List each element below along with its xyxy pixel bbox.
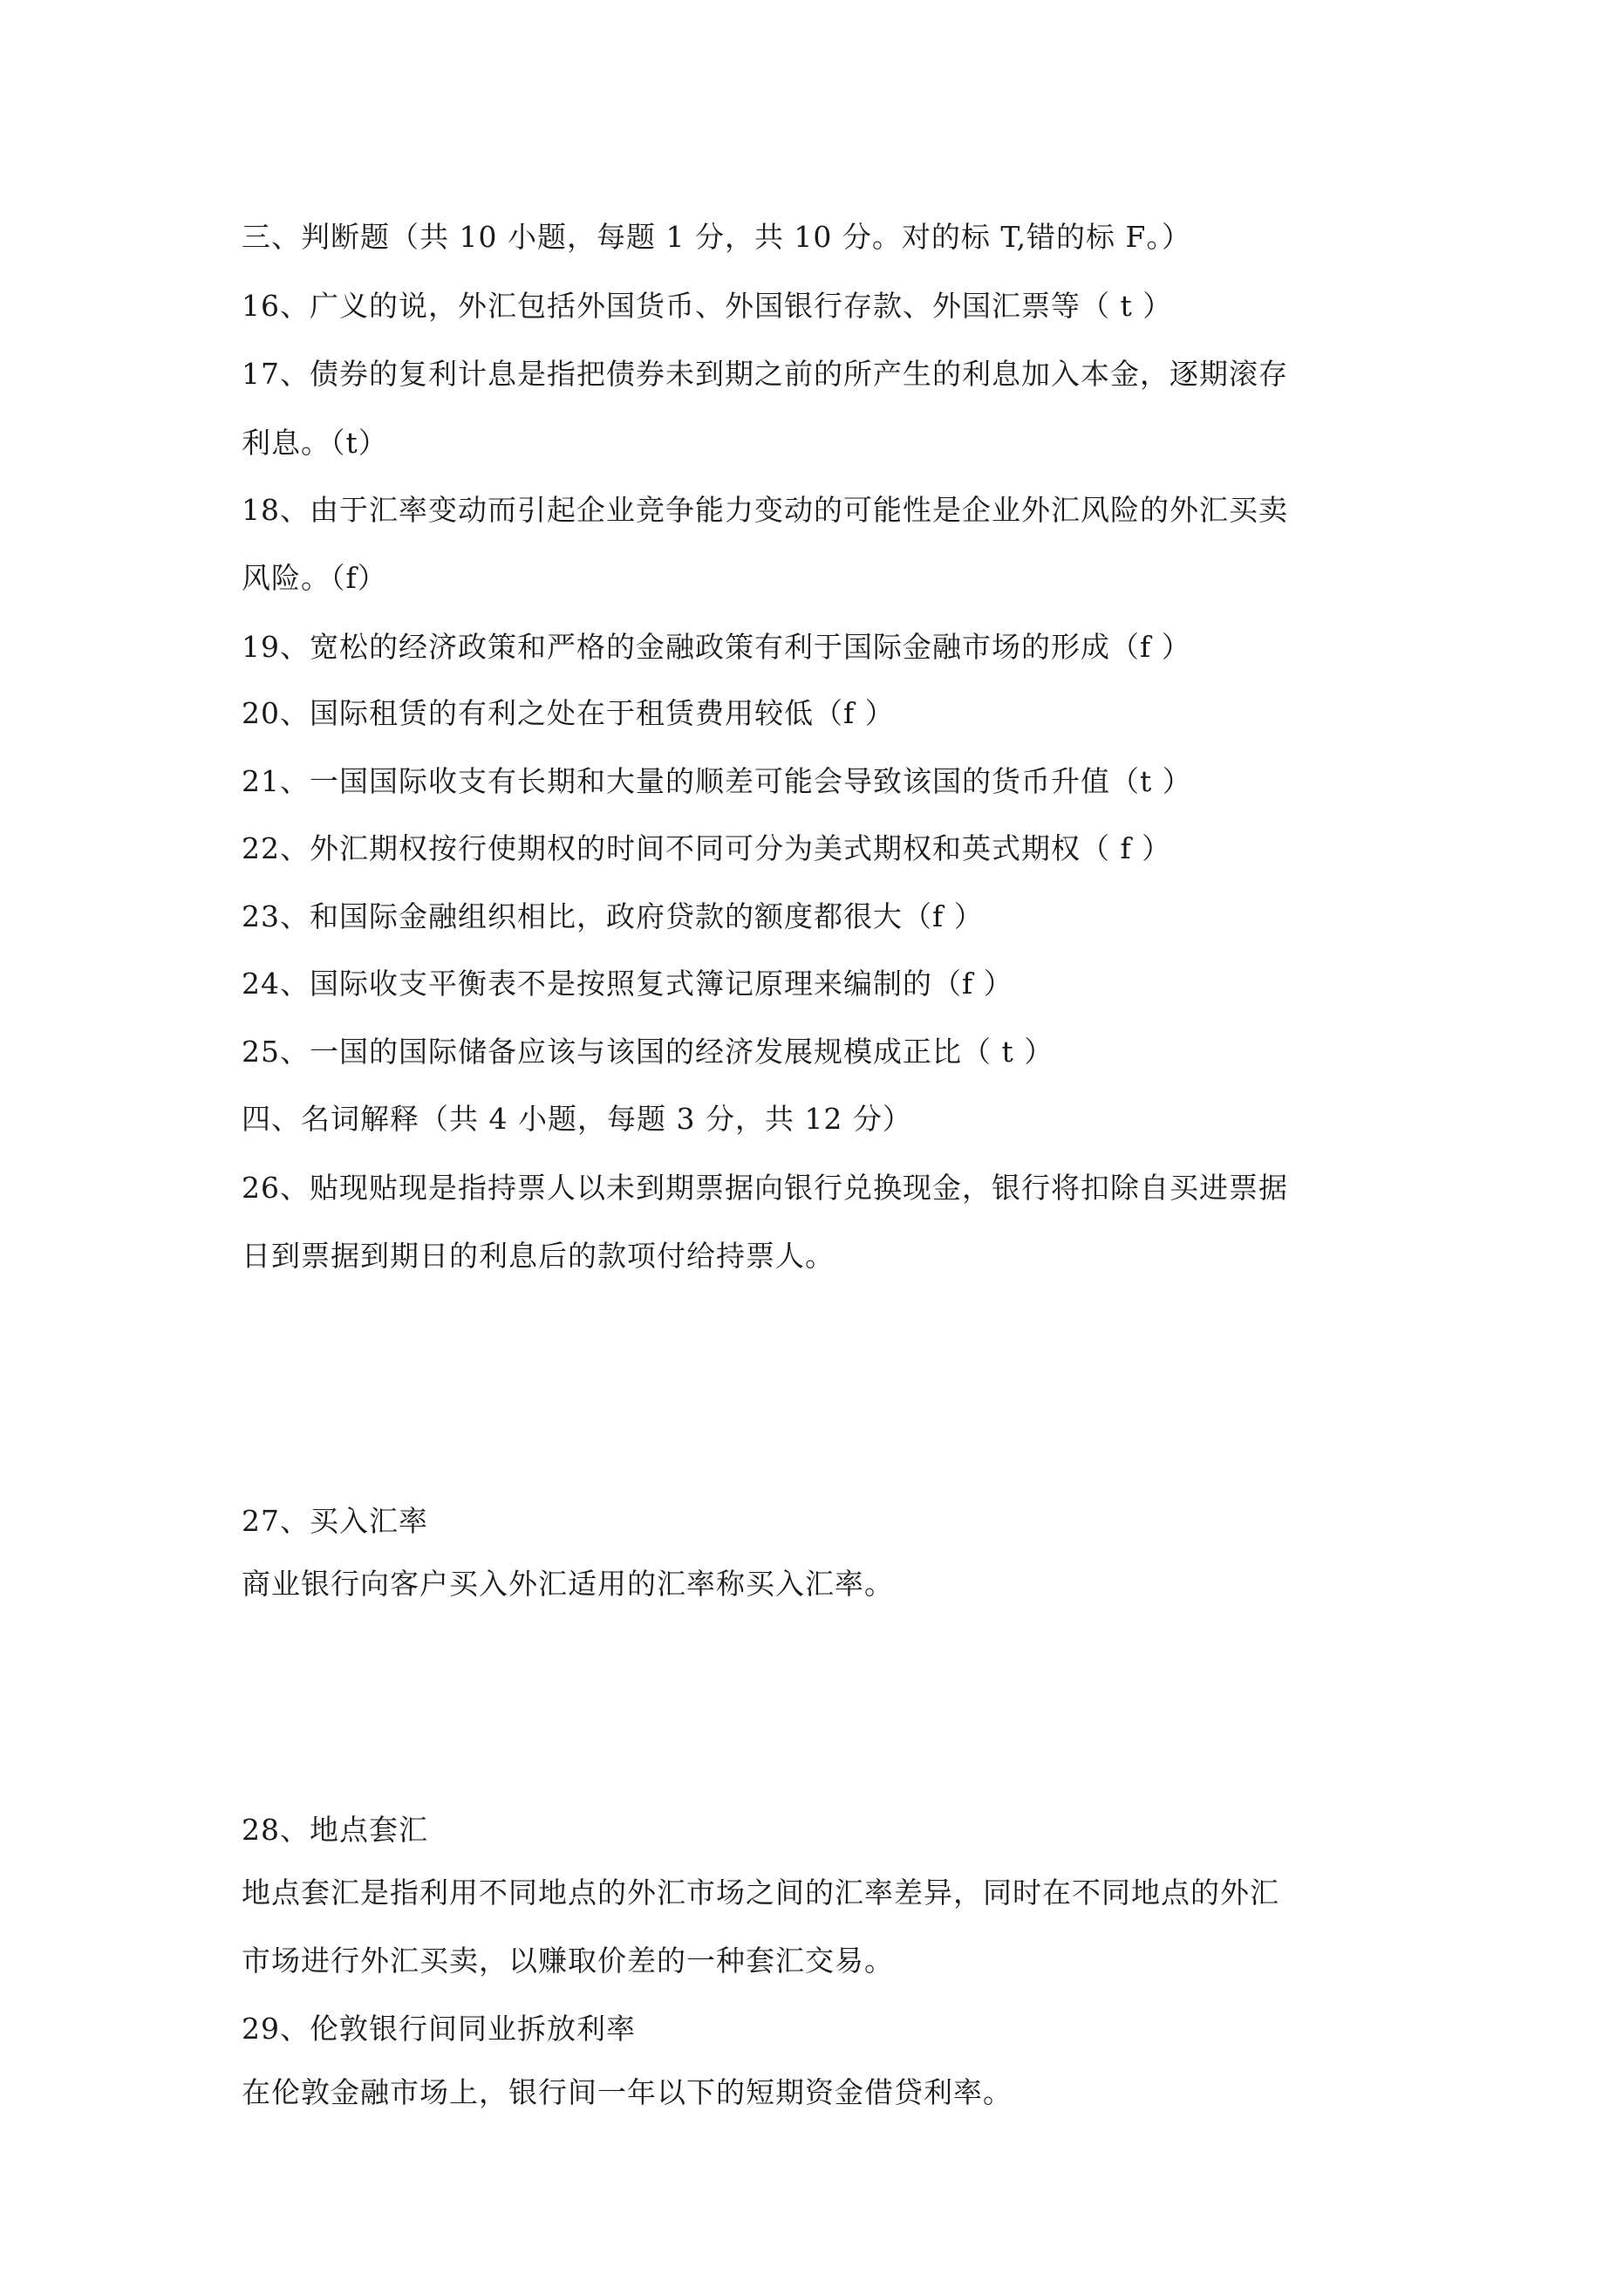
- question-18-line2: 风险。（f）: [242, 561, 387, 595]
- question-24: 24、国际收支平衡表不是按照复式簿记原理来编制的（f ）: [242, 967, 1013, 1001]
- question-17-line2: 利息。（t）: [242, 426, 388, 460]
- question-18-line1: 18、由于汇率变动而引起企业竞争能力变动的可能性是企业外汇风险的外汇买卖: [242, 493, 1288, 527]
- question-21: 21、一国国际收支有长期和大量的顺差可能会导致该国的货币升值（t ）: [242, 764, 1192, 798]
- question-28-term: 28、地点套汇: [242, 1813, 428, 1847]
- question-29-term: 29、伦敦银行间同业拆放利率: [242, 2012, 636, 2046]
- question-26-line1: 26、贴现贴现是指持票人以未到期票据向银行兑换现金，银行将扣除自买进票据: [242, 1171, 1288, 1205]
- question-20: 20、国际租赁的有利之处在于租赁费用较低（f ）: [242, 696, 895, 730]
- question-22: 22、外汇期权按行使期权的时间不同可分为美式期权和英式期权（ f ）: [242, 831, 1172, 865]
- question-27-definition: 商业银行向客户买入外汇适用的汇率称买入汇率。: [242, 1567, 894, 1601]
- section4-heading: 四、名词解释（共 4 小题，每题 3 分，共 12 分）: [242, 1102, 912, 1136]
- question-27-term: 27、买入汇率: [242, 1504, 428, 1538]
- question-16: 16、广义的说，外汇包括外国货币、外国银行存款、外国汇票等（ t ）: [242, 289, 1173, 323]
- question-28-definition-line2: 市场进行外汇买卖，以赚取价差的一种套汇交易。: [242, 1944, 894, 1978]
- section3-heading: 三、判断题（共 10 小题，每题 1 分，共 10 分。对的标 T,错的标 F。）: [242, 220, 1191, 254]
- question-25: 25、一国的国际储备应该与该国的经济发展规模成正比（ t ）: [242, 1035, 1054, 1069]
- question-23: 23、和国际金融组织相比，政府贷款的额度都很大（f ）: [242, 899, 984, 933]
- question-28-definition-line1: 地点套汇是指利用不同地点的外汇市场之间的汇率差异，同时在不同地点的外汇: [242, 1876, 1279, 1910]
- question-17-line1: 17、债券的复利计息是指把债券未到期之前的所产生的利息加入本金，逐期滚存: [242, 357, 1288, 391]
- question-29-definition: 在伦敦金融市场上，银行间一年以下的短期资金借贷利率。: [242, 2075, 1013, 2109]
- question-26-line2: 日到票据到期日的利息后的款项付给持票人。: [242, 1239, 835, 1273]
- question-19: 19、宽松的经济政策和严格的金融政策有利于国际金融市场的形成（f ）: [242, 630, 1191, 664]
